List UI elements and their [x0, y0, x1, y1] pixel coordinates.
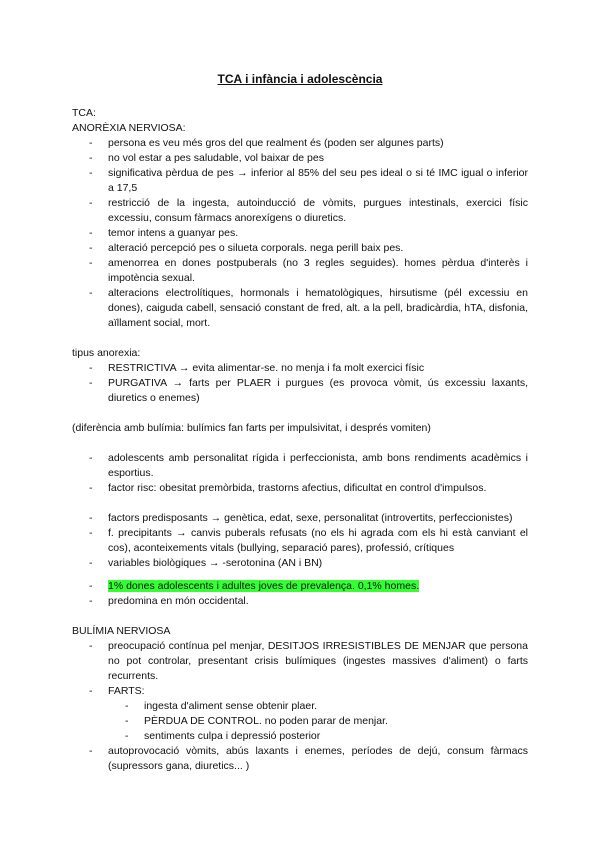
difference-note: (diferència amb bulímia: bulímics fan farts per impulsivitat, i després vomiten): [72, 422, 431, 434]
list-item: - preocupació contínua pel menjar, DESITJOS IRRESISTIBLES DE MENJAR que persona no pot controlar, presentant crisis bulímiques (ingestes massives d'aliment) o farts recurrents.: [72, 639, 528, 684]
profile-list: [72, 451, 528, 496]
list-item: - significativa pèrdua de pes → inferior al 85% del seu pes ideal o si té IMC igual o inferior a 17,5: [72, 166, 528, 196]
anorexia-heading: ANORÈXIA NERVIOSA:: [72, 122, 186, 134]
anorexia-types-heading: tipus anorexia:: [72, 347, 141, 359]
list-item: - f. precipitants → canvis puberals refusats (no els hi agrada com els hi està canviant el cos), aconteixements vitals (bullying, separació pares), professió, crítiques: [72, 526, 528, 556]
bulimia-list-continued: [72, 744, 528, 774]
factors-list: [72, 511, 528, 571]
list-item: [72, 579, 528, 594]
anorexia-list: [72, 136, 528, 331]
list-item: - FARTS:: [72, 684, 528, 699]
list-item: - autoprovocació vòmits, abús laxants i enemes, períodes de dejú, consum fàrmacs (supressors gana, diuretics... ): [72, 744, 528, 774]
farts-sublist: [72, 699, 528, 744]
prevalence-list: [72, 579, 528, 609]
list-item: - amenorrea en dones postpuberals (no 3 regles seguides). homes pèrdua d'interès i impotència sexual.: [72, 256, 528, 286]
list-item: - restricció de la ingesta, autoinducció de vòmits, purgues intestinals, exercici físic excessiu, consum fàrmacs anorexígens o diuretics.: [72, 196, 528, 226]
list-item: - no vol estar a pes saludable, vol baixar de pes: [72, 151, 528, 166]
document-title: TCA i infància i adolescència: [217, 72, 383, 86]
list-item: - ingesta d'aliment sense obtenir plaer.: [72, 699, 528, 714]
anorexia-types-list: [72, 361, 528, 406]
bulimia-heading: BULÍMIA NERVIOSA: [72, 625, 171, 637]
list-item: - factors predisposants → genètica, edat, sexe, personalitat (introvertits, perfeccionistes): [72, 511, 528, 526]
list-item: - sentiments culpa i depressió posterior: [72, 729, 528, 744]
tca-label: TCA:: [72, 107, 96, 119]
prevalence-highlight: 1% dones adolescents i adultes joves de prevalença. 0,1% homes.: [108, 580, 420, 592]
bulimia-list: [72, 639, 528, 699]
list-item: - alteració percepció pes o silueta corporals. nega perill baix pes.: [72, 241, 528, 256]
list-item: - adolescents amb personalitat rígida i perfeccionista, amb bons rendiments acadèmics i esportius.: [72, 451, 528, 481]
list-item: - PÈRDUA DE CONTROL. no poden parar de menjar.: [72, 714, 528, 729]
list-item: - PURGATIVA → farts per PLAER i purgues (es provoca vòmit, ús excessiu laxants, diuretics o enemes): [72, 376, 528, 406]
list-item: - alteracions electrolítiques, hormonals i hematològiques, hirsutisme (pél excessiu en dones), caiguda cabell, sensació constant de fred, alt. a la pell, bradicàrdia, hTA, disfonia, aïllament social, mort.: [72, 286, 528, 331]
list-item: - factor risc: obesitat premòrbida, trastorns afectius, dificultat en control d'impulsos.: [72, 481, 528, 496]
list-item: - predomina en món occidental.: [72, 594, 528, 609]
list-item: - variables biològiques → -serotonina (AN i BN): [72, 556, 528, 571]
list-item: - persona es veu més gros del que realment és (poden ser algunes parts): [72, 136, 528, 151]
list-item: - temor intens a guanyar pes.: [72, 226, 528, 241]
list-item: - RESTRICTIVA → evita alimentar-se. no menja i fa molt exercici físic: [72, 361, 528, 376]
